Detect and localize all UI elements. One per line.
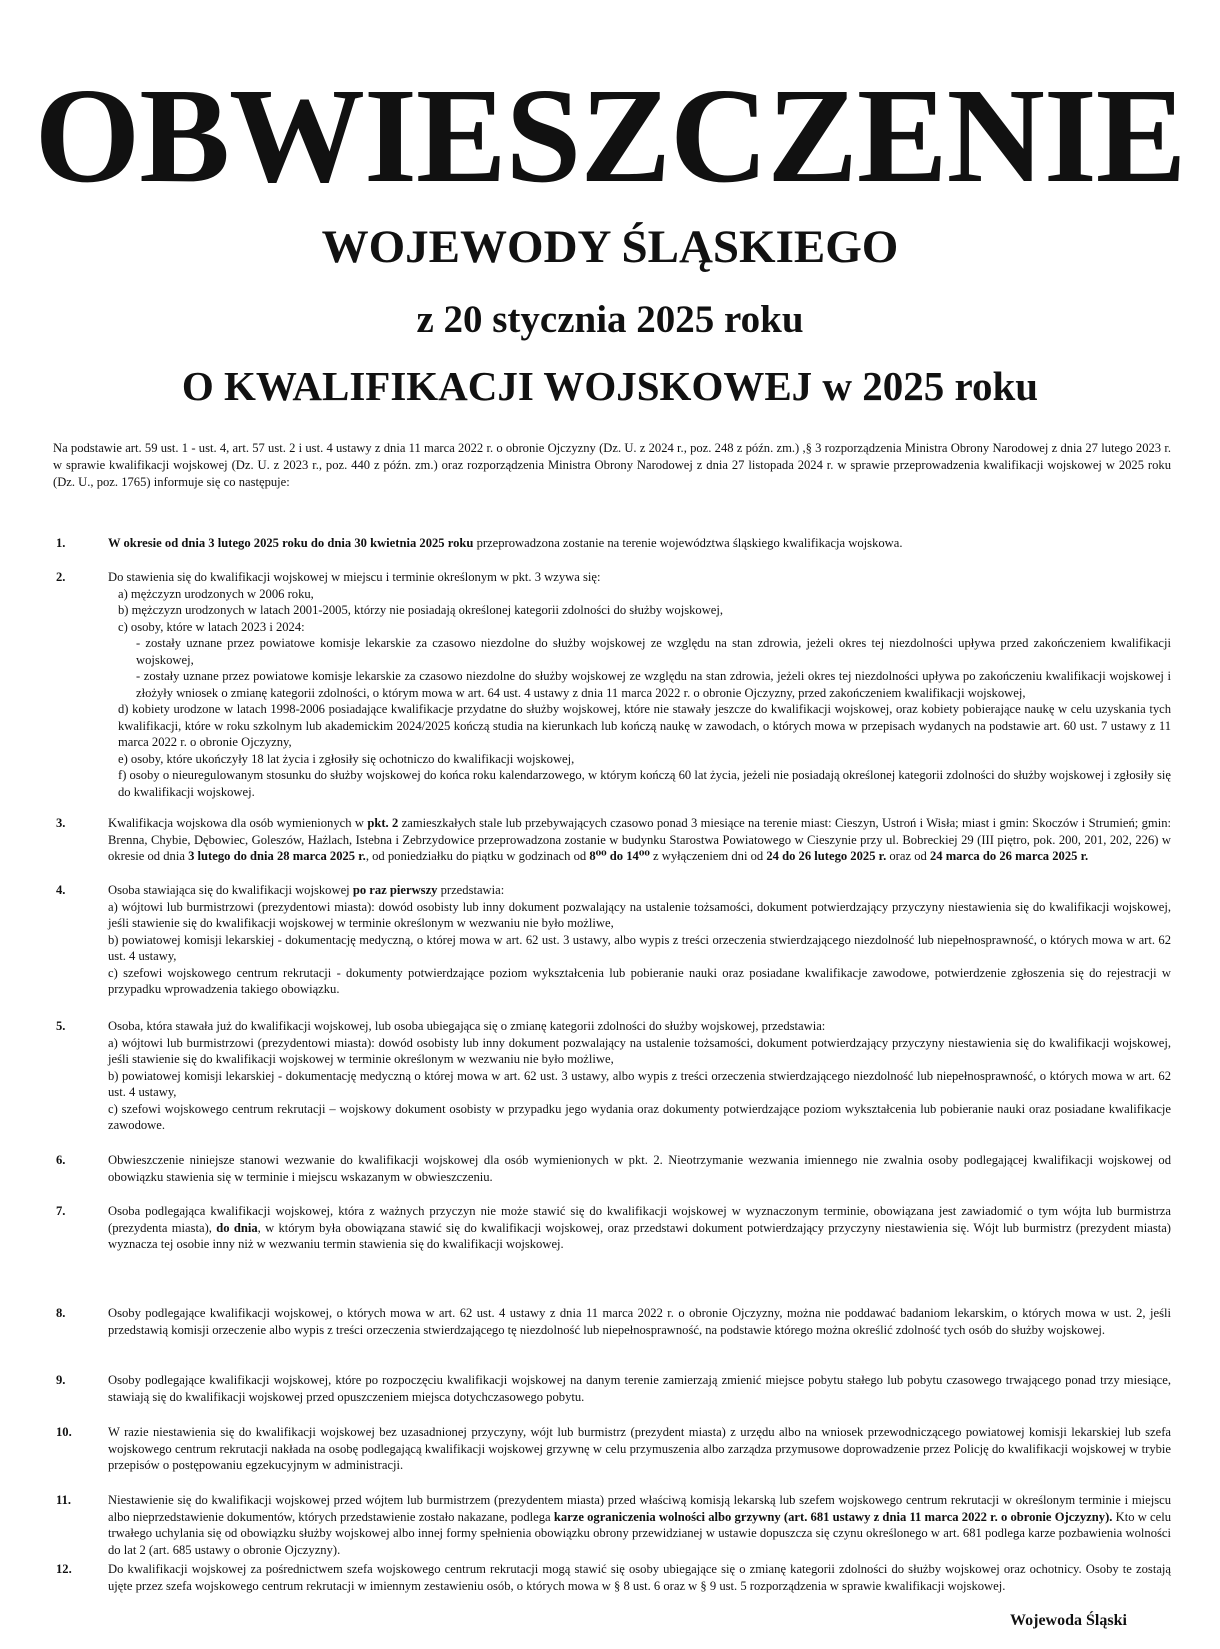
item-text: Kwalifikacja wojskowa dla osób wymienionych w pkt. 2 zamieszkałych stale lub przebywających czasowo ponad 3 miesiące na terenie miast: Cieszyn, Ustroń i Wisła; miast i gmin: Skoczów i Strumień; gmin: Brenna, Chybie, Dębowiec, Goleszów, Hażlach, Istebna i Zebrzydowice przeprowadzona zostanie w budynku Starostwa Powiatowego w Cieszynie przy ul. Bobreckiej 29 (III piętro, pok. 200, 201, 202, 226) w okresie od dnia 3 lutego do dnia 28 marca 2025 r., od poniedziałku do piątku w godzinach od 8⁰⁰ do 14⁰⁰ z wyłączeniem dni od 24 do 26 lutego 2025 r. oraz od 24 marca do 26 marca 2025 r. <box>108 816 1171 863</box>
item-text: Osoba stawiająca się do kwalifikacji wojskowej po raz pierwszy przedstawia: a) wójtowi lub burmistrzowi (prezydentowi miasta): dowód osobisty lub inny dokument pozwalający na ustalenie tożsamości, dokument potwierdzający przyczyny niestawienia się do kwalifikacji wojskowej, jeśli stawienie się do kwalifikacji wojskowej w terminie określonym w wezwaniu nie było możliwe, b) powiatowej komisji lekarskiej - dokumentację medyczną, o której mowa w art. 62 ust. 3 ustawy, albo wypis z treści orzeczenia stwierdzającego niezdolność lub niepełnosprawność, o których mowa w art. 62 ust. 4 ustawy, c) szefowi wojskowego centrum rekrutacji - dokumenty potwierdzające poziom wykształcenia lub pobieranie nauki oraz posiadane kwalifikacje zawodowe, potwierdzenie zgłoszenia się do rejestracji w przypadku wprowadzenia takiego obowiązku. <box>108 883 1171 996</box>
item-number: 4. <box>56 883 66 897</box>
item-number: 8. <box>56 1306 66 1320</box>
item-number: 12. <box>56 1562 72 1576</box>
item-text: Do stawienia się do kwalifikacji wojskowej w miejscu i terminie określonym w pkt. 3 wzywa się: a) mężczyzn urodzonych w 2006 roku, b) mężczyzn urodzonych w latach 2001-2005, którzy nie posiadają określonej kategorii zdolności do służby wojskowej, c) osoby, które w latach 2023 i 2024: - zostały uznane przez powiatowe komisje lekarskie za czasowo niezdolne do służby wojskowej ze względu na stan zdrowia, jeżeli okres tej niezdolności upływa przed zakończeniem kwalifikacji wojskowej, - zostały uznane przez powiatowe komisje lekarskie za czasowo niezdolne do służby wojskowej ze względu na stan zdrowia, jeżeli okres tej niezdolności upływa po zakończeniu kwalifikacji wojskowej i złożyły wniosek o zmianę kategorii zdolności, o którym mowa w art. 64 ust. 4 ustawy z dnia 11 marca 2022 r. o obronie Ojczyzny, przed zakończeniem kwalifikacji wojskowej, d) kobiety urodzone w latach 1998-2006 posiadające kwalifikacje przydatne do służby wojskowej, które nie stawały jeszcze do kwalifikacji wojskowej, oraz kobiety pobierające naukę w celu uzyskania tych kwalifikacji, które w roku szkolnym lub akademickim 2024/2025 kończą studia na kierunkach lub kończą naukę w zawodach, o których mowa w przepisach wydanych na podstawie art. 60 ust. 7 ustawy z 11 marca 2022 r. o obronie Ojczyzny, e) osoby, które ukończyły 18 lat życia i zgłosiły się ochotniczo do kwalifikacji wojskowej, f) osoby o nieuregulowanym stosunku do służby wojskowej do końca roku kalendarzowego, w którym kończą 60 lat życia, jeżeli nie posiadają określonej kategorii zdolności do służby wojskowej i zgłosiły się do kwalifikacji wojskowej. <box>108 570 1171 799</box>
legal-basis-intro: Na podstawie art. 59 ust. 1 - ust. 4, art. 57 ust. 2 i ust. 4 ustawy z dnia 11 marca 2022 r. o obronie Ojczyzny (Dz. U. z 2024 r., poz. 248 z późn. zm.) ,§ 3 rozporządzenia Ministra Obrony Narodowej z dnia 27 lutego 2023 r. w sprawie kwalifikacji wojskowej (Dz. U. z 2023 r., poz. 440 z późn. zm.) oraz rozporządzenia Ministra Obrony Narodowej z dnia 27 listopada 2024 r. w sprawie przeprowadzenia kwalifikacji wojskowej w 2025 roku (Dz. U., poz. 1765) informuje się co następuje: <box>53 441 1171 489</box>
item-number: 5. <box>56 1019 66 1033</box>
item-number: 6. <box>56 1153 66 1167</box>
item-number: 10. <box>56 1425 72 1439</box>
item-number: 1. <box>56 536 66 550</box>
authority-heading: WOJEWODY ŚLĄSKIEGO <box>321 221 899 273</box>
item-text: Osoby podlegające kwalifikacji wojskowej, które po rozpoczęciu kwalifikacji wojskowej na danym terenie zamierzają zmienić miejsce pobytu stałego lub pobytu czasowego trwającego ponad trzy miesiące, stawiają się do kwalifikacji wojskowej przed opuszczeniem miejsca dotychczasowego pobytu. <box>108 1373 1171 1404</box>
item-text: W okresie od dnia 3 lutego 2025 roku do dnia 30 kwietnia 2025 roku przeprowadzona zostanie na terenie województwa śląskiego kwalifikacja wojskowa. <box>108 536 903 550</box>
subject-heading: O KWALIFIKACJI WOJSKOWEJ w 2025 roku <box>181 363 1039 409</box>
item-text: Osoba, która stawała już do kwalifikacji wojskowej, lub osoba ubiegająca się o zmianę kategorii zdolności do służby wojskowej, przedstawia: a) wójtowi lub burmistrzowi (prezydentowi miasta): dowód osobisty lub inny dokument pozwalający na ustalenie tożsamości, dokument potwierdzający przyczyny niestawienia się do kwalifikacji wojskowej, jeśli stawienie się do kwalifikacji wojskowej w terminie określonym w wezwaniu nie było możliwe, b) powiatowej komisji lekarskiej - dokumentację medyczną o której mowa w art. 62 ust. 3 ustawy, albo wypis z treści orzeczenia stwierdzającego niezdolność lub niepełnosprawność, o których mowa w art. 62 ust. 4 ustawy, c) szefowi wojskowego centrum rekrutacji – wojskowy dokument osobisty w przypadku jego wydania oraz dokumenty potwierdzające poziom wykształcenia lub pobieranie nauki oraz posiadane kwalifikacje zawodowe. <box>108 1019 1171 1132</box>
item-text: Osoba podlegająca kwalifikacji wojskowej, która z ważnych przyczyn nie może stawić się do kwalifikacji wojskowej w wyznaczonym terminie, obowiązana jest zawiadomić o tym wójta lub burmistrza (prezydenta miasta), do dnia, w którym była obowiązana stawić się do kwalifikacji wojskowej, oraz przedstawi dokument potwierdzający przyczyny niestawienia się. Wójt lub burmistrz (prezydent miasta) wyznacza tej osobie inny niż w wezwaniu termin stawienia się do kwalifikacji wojskowej. <box>108 1204 1171 1251</box>
item-number: 2. <box>56 570 66 584</box>
date-heading: z 20 stycznia 2025 roku <box>416 298 804 341</box>
signature: Wojewoda Śląski <box>1010 1612 1127 1629</box>
notice-title: OBWIESZCZENIE <box>34 61 1186 211</box>
item-text: Osoby podlegające kwalifikacji wojskowej, o których mowa w art. 62 ust. 4 ustawy z dnia 11 marca 2022 r. o obronie Ojczyzny, można nie poddawać badaniom lekarskim, o których mowa w ust. 2, jeśli przedstawią komisji orzeczenie albo wypis z treści orzeczenia stwierdzającego tę niezdolność lub niepełnosprawność, na podstawie którego można określić zdolność tych osób do służby wojskowej. <box>108 1306 1171 1337</box>
item-text: Do kwalifikacji wojskowej za pośrednictwem szefa wojskowego centrum rekrutacji mogą stawić się osoby ubiegające się o zmianę kategorii zdolności do służby wojskowej oraz ochotnicy. Osoby te zostają ujęte przez szefa wojskowego centrum rekrutacji w imiennym zestawieniu osób, o których mowa w § 8 ust. 6 oraz w § 9 ust. 5 rozporządzenia w sprawie kwalifikacji wojskowej. <box>108 1562 1171 1593</box>
item-number: 3. <box>56 816 66 830</box>
item-text: Niestawienie się do kwalifikacji wojskowej przed wójtem lub burmistrzem (prezydentem miasta) przed właściwą komisją lekarską lub szefem wojskowego centrum rekrutacji w określonym terminie i miejscu albo nieprzedstawienie dokumentów, których przedstawienie zostało nakazane, podlega karze ograniczenia wolności albo grzywny (art. 681 ustawy z dnia 11 marca 2022 r. o obronie Ojczyzny). Kto w celu trwałego uchylania się od obowiązku służby wojskowej albo innej formy spełnienia obowiązku obrony przewidzianej w ustawie dopuszcza się czynu określonego w art. 681 podlega karze pozbawienia wolności do lat 2 (art. 685 ustawy o obronie Ojczyzny). <box>108 1493 1171 1557</box>
item-number: 9. <box>56 1373 66 1387</box>
item-number: 7. <box>56 1204 66 1218</box>
item-text: W razie niestawienia się do kwalifikacji wojskowej bez uzasadnionej przyczyny, wójt lub burmistrz (prezydent miasta) z urzędu albo na wniosek przewodniczącego powiatowej komisji lekarskiej lub szefa wojskowego centrum rekrutacji nakłada na osobę podlegającą kwalifikacji wojskowej grzywnę w celu przymuszenia albo zarządza przymusowe doprowadzenie przez Policję do kwalifikacji wojskowej w trybie przepisów o postępowaniu egzekucyjnym w administracji. <box>108 1425 1171 1472</box>
item-text: Obwieszczenie niniejsze stanowi wezwanie do kwalifikacji wojskowej dla osób wymienionych w pkt. 2. Nieotrzymanie wezwania imiennego nie zwalnia osoby podlegającej kwalifikacji wojskowej od obowiązku stawienia się w terminie i miejscu wskazanym w obwieszczeniu. <box>108 1153 1171 1184</box>
item-number: 11. <box>56 1493 72 1507</box>
